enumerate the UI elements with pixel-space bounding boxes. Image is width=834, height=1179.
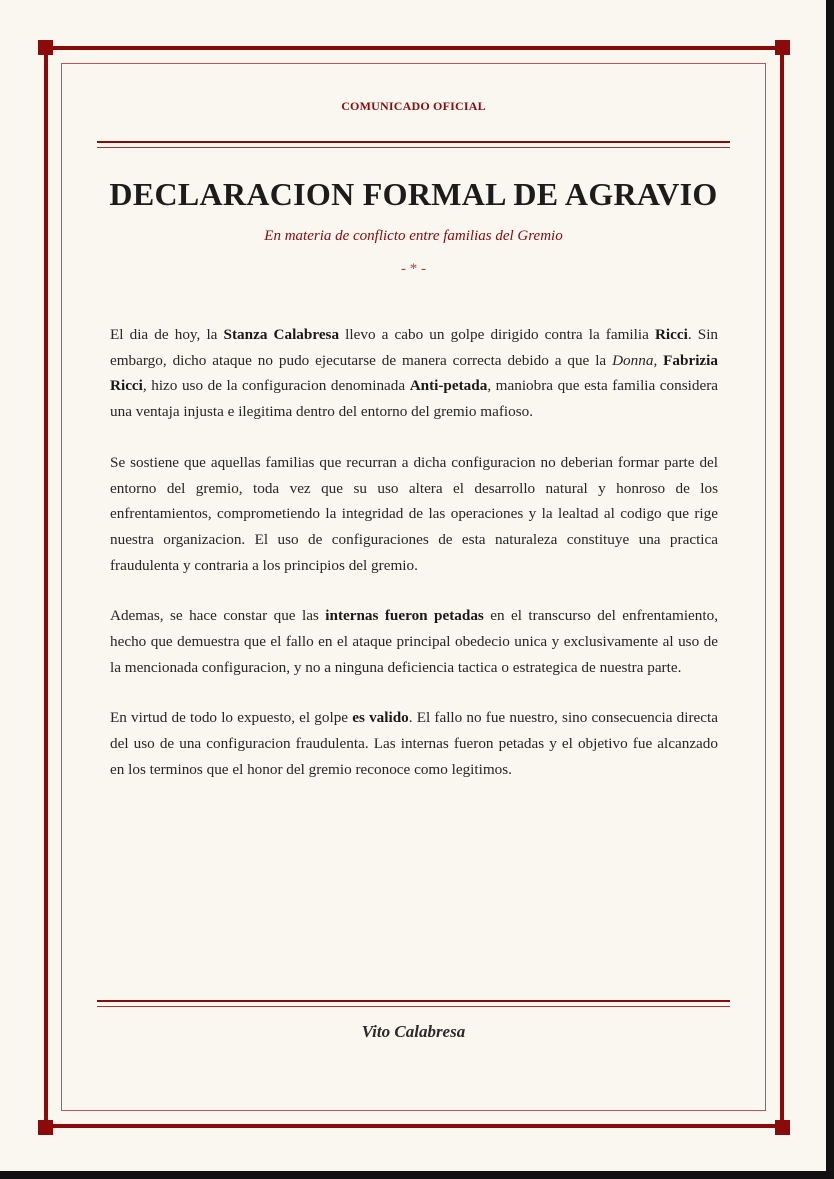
italic-donna: Donna [612,351,654,369]
paragraph-text: En virtud de todo lo expuesto, el golpe [110,709,353,727]
paragraph-text: en el transcurso del enfrentamiento, hecho que demuestra que el fallo en el ataque principal obedecio unica y exclusivamente al uso de la mencionada configuracion, y no a ninguna deficiencia tactica o estrategica de nuestra parte. [110,607,718,676]
document-title: DECLARACION FORMAL DE AGRAVIO [109,176,718,212]
paragraph-text: . El fallo no fue nuestro, sino consecuencia directa del uso de una configuracion fraudulenta. Las internas fueron petadas y el objetivo fue alcanzado en los terminos que el honor del gremio reconoce como legitimos. [110,709,718,778]
header-label: COMUNICADO OFICIAL [341,99,486,113]
emphasis-anti-petada: Anti-petada [409,377,488,395]
paragraph-text: , maniobra que esta familia considera una ventaja injusta e ilegitima dentro del entorno del gremio mafioso. [110,377,718,421]
document-subtitle: En materia de conflicto entre familias del Gremio [264,228,563,244]
paragraph-4 [110,705,718,782]
emphasis-fabrizia-ricci: Fabrizia Ricci [110,351,718,395]
corner-ornament-top-right [775,40,790,55]
paragraph-3 [110,603,718,680]
paragraph-1 [110,322,718,425]
corner-ornament-bottom-left [38,1120,53,1135]
emphasis-es-valido: es valido [352,709,409,727]
document-body [110,322,718,808]
signature: Vito Calabresa [361,1022,466,1041]
header-divider-thick [97,141,730,143]
paragraph-text: Ademas, se hace constar que las [110,607,326,625]
emphasis-stanza-calabresa: Stanza Calabresa [223,326,340,343]
paragraph-text: llevo a cabo un golpe dirigido contra la familia [339,326,655,343]
corner-ornament-top-left [38,40,53,55]
corner-ornament-bottom-right [775,1120,790,1135]
paragraph-text: El dia de hoy, la [110,326,224,343]
paragraph-text: , [653,351,664,369]
paragraph-text: Se sostiene que aquellas familias que recurran a dicha configuracion no deberian formar parte del entorno del gremio, toda vez que su uso altera el desarrollo natural y honroso de los enfrentamientos, comprometiendo la integridad de las operaciones y la lealtad al codigo que rige nuestra organizacion. El uso de configuraciones de esta naturaleza constituye una practica fraudulenta y contraria a los principios del gremio. [110,453,718,574]
footer-divider-thin [97,1006,730,1007]
paragraph-text: , hizo uso de la configuracion denominada [142,377,410,395]
emphasis-ricci: Ricci [654,326,688,343]
paragraph-text: . Sin embargo, dicho ataque no pudo ejecutarse de manera correcta debido a que la [110,326,719,369]
header-divider-thin [97,147,730,148]
paragraph-2 [110,450,718,579]
footer-divider-thick [97,1000,730,1002]
ornament-separator: - * - [401,261,426,277]
emphasis-internas-petadas: internas fueron petadas [325,607,484,625]
